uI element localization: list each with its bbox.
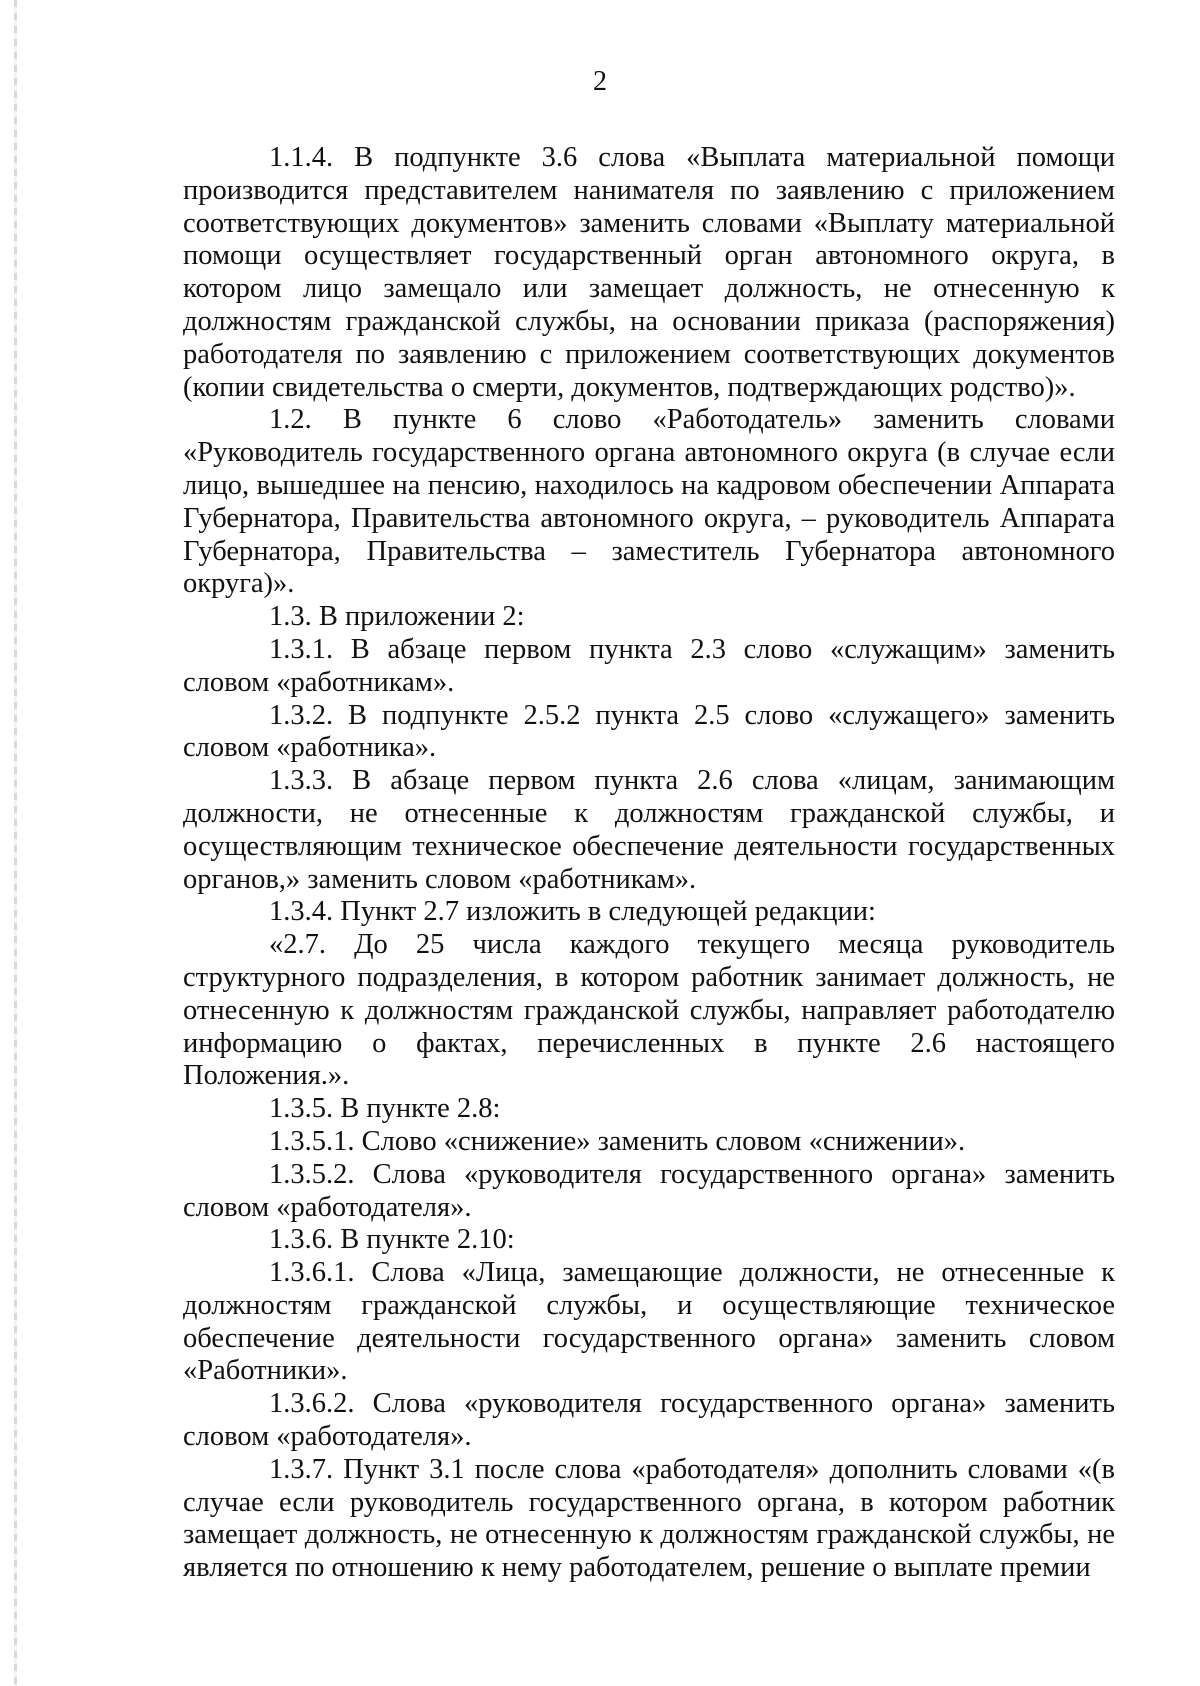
paragraph-1-3-3: 1.3.3. В абзаце первом пункта 2.6 слова «лицам, занимающим должности, не отнесенные к должностям гражданской службы, и осуществляющим техническое обеспечение деятельности государственных органов,» заменить словом «работникам». [183,765,1115,895]
paragraph-1-3-2: 1.3.2. В подпункте 2.5.2 пункта 2.5 слово «служащего» заменить словом «работника». [183,699,1115,764]
document-body [183,142,1115,1585]
paragraph-1-3-7: 1.3.7. Пункт 3.1 после слова «работодателя» дополнить словами «(в случае если руководитель государственного органа, в котором работник замещает должность, не отнесенную к должностям гражданской службы, не является по отношению к нему работодателем, решение о выплате премии [183,1453,1115,1584]
paragraph-1-3: 1.3. В приложении 2: [269,601,525,633]
paragraph-2-7-quote: «2.7. До 25 числа каждого текущего месяца руководитель структурного подразделения, в котором работник занимает должность, не отнесенную к должностям гражданской службы, направляет работодателю информацию о фактах, перечисленных в пункте 2.6 настоящего Положения.». [183,929,1115,1092]
paragraph-1-3-5-2: 1.3.5.2. Слова «руководителя государственного органа» заменить словом «работодателя». [183,1158,1115,1223]
paragraph-1-3-6-2: 1.3.6.2. Слова «руководителя государственного органа» заменить словом «работодателя». [183,1388,1115,1453]
paragraph-1-1-4: 1.1.4. В подпункте 3.6 слова «Выплата материальной помощи производится представителем нанимателя по заявлению с приложением соответствующих документов» заменить словами «Выплату материальной помощи осуществляет государственный орган автономного округа, в котором лицо замещало или замещает должность, не отнесенную к должностям гражданской службы, на основании приказа (распоряжения) работодателя по заявлению с приложением соответствующих документов (копии свидетельства о смерти, документов, подтверждающих родство)». [183,142,1115,403]
paragraph-1-2: 1.2. В пункте 6 слово «Работодатель» заменить словами «Руководитель государственного органа автономного округа (в случае если лицо, вышедшее на пенсию, находилось на кадровом обеспечении Аппарата Губернатора, Правительства автономного округа, – руководитель Аппарата Губернатора, Правительства – заместитель Губернатора автономного округа)». [183,404,1115,600]
page-number: 2 [593,66,607,97]
paragraph-1-3-1: 1.3.1. В абзаце первом пункта 2.3 слово «служащим» заменить словом «работникам». [183,633,1115,698]
paragraph-1-3-4: 1.3.4. Пункт 2.7 изложить в следующей редакции: [269,896,876,928]
paragraph-1-3-6: 1.3.6. В пункте 2.10: [269,1224,515,1256]
paragraph-1-3-6-1: 1.3.6.1. Слова «Лица, замещающие должности, не отнесенные к должностям гражданской службы, и осуществляющие техническое обеспечение деятельности государственного органа» заменить словом «Работники». [183,1257,1115,1387]
paragraph-1-3-5: 1.3.5. В пункте 2.8: [269,1093,501,1125]
paragraph-1-3-5-1: 1.3.5.1. Слово «снижение» заменить словом «снижении». [269,1125,966,1157]
scan-edge-artifact [14,0,17,1686]
